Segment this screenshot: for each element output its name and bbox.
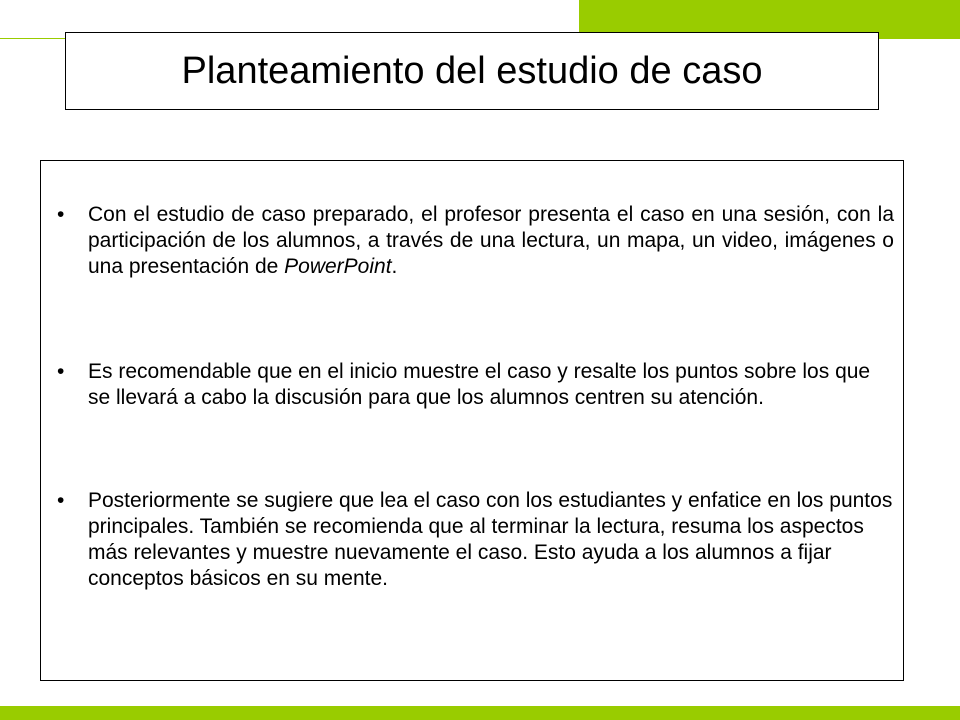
bullet-marker: • bbox=[57, 489, 65, 512]
bullet-text-1-main: Con el estudio de caso preparado, el profesor presenta el caso en una sesión, con la participación de los alumnos, a través de una lectura, un mapa, un video, imágenes o una presentación de bbox=[88, 203, 894, 278]
bullet-marker: • bbox=[57, 360, 65, 383]
bottom-accent-bar bbox=[0, 706, 960, 720]
bullet-text-1 bbox=[88, 202, 894, 280]
bullet-text-1-end: . bbox=[391, 255, 398, 278]
title-box bbox=[65, 32, 879, 110]
bullet-marker: • bbox=[57, 203, 65, 226]
bullet-text-1-italic: PowerPoint bbox=[284, 255, 392, 278]
slide-title: Planteamiento del estudio de caso bbox=[181, 50, 763, 92]
bullet-text-2: Es recomendable que en el inicio muestre el caso y resalte los puntos sobre los que se llevará a cabo la discusión para que los alumnos centren su atención. bbox=[88, 360, 871, 409]
bullet-text-3: Posteriormente se sugiere que lea el caso con los estudiantes y enfatice en los puntos principales. También se recomienda que al terminar la lectura, resuma los aspectos más relevantes y muestre nuevamente el caso. Esto ayuda a los alumnos a fijar conceptos básicos en su mente. bbox=[88, 489, 893, 590]
content-box bbox=[40, 160, 904, 681]
